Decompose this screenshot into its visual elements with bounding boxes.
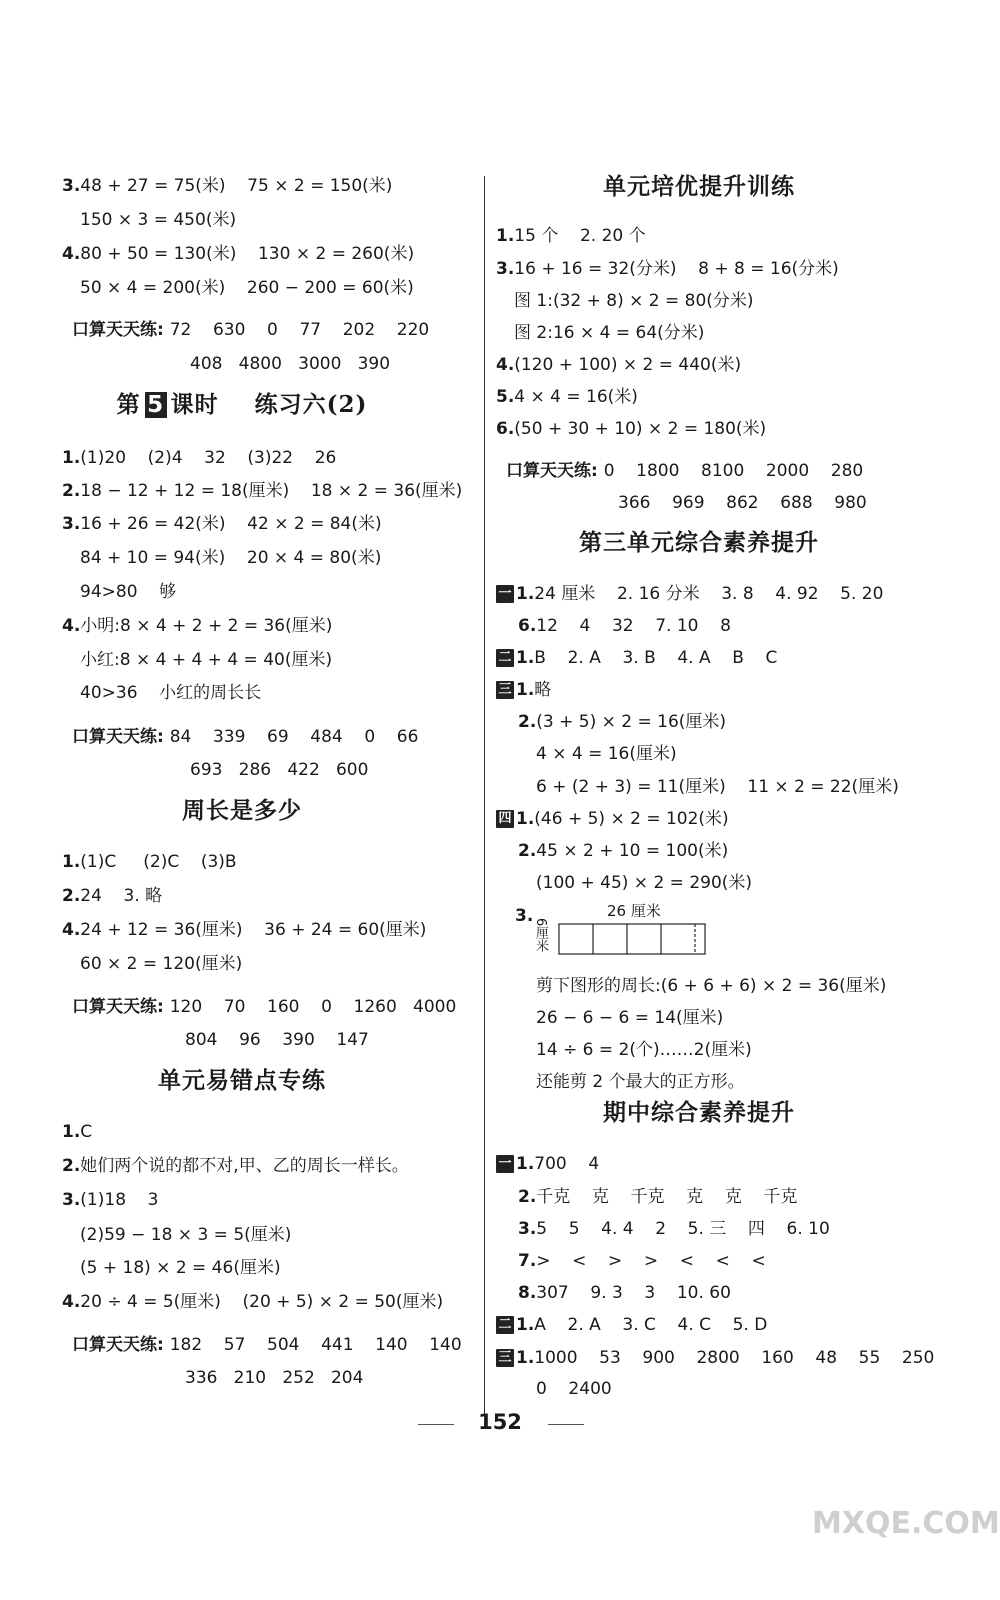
answer-text: (5 + 18) × 2 = 46(厘米) <box>80 1258 281 1278</box>
right-answer-line <box>518 839 728 863</box>
part-badge: 四 <box>496 810 514 828</box>
kousuan-row-2: 408 4800 3000 390 <box>190 354 391 374</box>
right-answer-line <box>518 614 731 638</box>
kousuan-row-2: 336 210 252 204 <box>185 1368 364 1388</box>
right-answer-line <box>536 775 899 799</box>
left-answer-line <box>62 884 162 908</box>
right-answer-line <box>496 417 766 441</box>
kousuan-row-2: 366 969 862 688 980 <box>618 493 867 513</box>
heading-text: 单元易错点专练 <box>158 1067 326 1094</box>
section-heading: 期中综合素养提升 <box>603 1099 795 1126</box>
answer-number: 1. <box>516 1348 535 1368</box>
answer-text: 84 + 10 = 94(米) 20 × 4 = 80(米) <box>80 548 382 568</box>
answer-number: 1. <box>516 809 535 829</box>
answer-number: 4. <box>62 1292 81 1312</box>
left-answer-line <box>62 1154 409 1178</box>
left-answer-line <box>62 512 382 536</box>
answer-text: > < > > < < < <box>536 1251 766 1271</box>
section-heading <box>0 386 484 419</box>
right-answer-line <box>496 257 839 281</box>
part-badge: 二 <box>496 1316 514 1334</box>
answer-number: 3. <box>62 514 81 534</box>
answer-text: 16 + 26 = 42(米) 42 × 2 = 84(米) <box>80 514 382 534</box>
kousuan-values: 120 70 160 0 1260 4000 <box>169 997 457 1017</box>
kousuan-values: 182 57 504 441 140 140 <box>169 1335 462 1355</box>
left-answer-line <box>80 208 236 232</box>
answer-text: 6 + (2 + 3) = 11(厘米) 11 × 2 = 22(厘米) <box>536 777 899 797</box>
answer-number: 3. <box>496 259 515 279</box>
answer-number: 1. <box>516 648 535 668</box>
answer-text: 图 1:(32 + 8) × 2 = 80(分米) <box>514 291 754 311</box>
part-badge: 一 <box>496 585 514 603</box>
answer-number: 2. <box>518 841 537 861</box>
answer-text: 0 2400 <box>536 1379 612 1399</box>
right-answer-line <box>536 1377 612 1401</box>
answer-text: 她们两个说的都不对,甲、乙的周长一样长。 <box>80 1156 409 1176</box>
left-answer-line <box>80 648 332 672</box>
answer-text: 略 <box>534 680 552 700</box>
answer-text: 16 + 16 = 32(分米) 8 + 8 = 16(分米) <box>514 259 839 279</box>
right-answer-line <box>496 807 729 831</box>
right-answer-line <box>514 321 704 345</box>
answer-text: (120 + 100) × 2 = 440(米) <box>514 355 742 375</box>
right-answer-line <box>518 1281 731 1305</box>
kousuan-row-2: 693 286 422 600 <box>190 760 369 780</box>
answer-text: (2)59 − 18 × 3 = 5(厘米) <box>80 1225 292 1245</box>
answer-text: 15 个 2. 20 个 <box>514 226 646 246</box>
column-divider <box>484 176 485 1416</box>
answer-text: 150 × 3 = 450(米) <box>80 210 237 230</box>
diagram-top-label: 26 厘米 <box>607 902 661 920</box>
watermark-logo: MXQE.COM <box>812 1506 1000 1541</box>
heading-rest: 课时 练习六(2) <box>170 391 368 418</box>
answer-text: 剪下图形的周长:(6 + 6 + 6) × 2 = 36(厘米) <box>536 976 887 996</box>
kousuan-row <box>72 318 429 342</box>
answer-number: 2. <box>62 481 81 501</box>
part-badge: 三 <box>496 1349 514 1367</box>
part-badge: 一 <box>496 1155 514 1173</box>
answer-number: 7. <box>518 1251 537 1271</box>
answer-text: (100 + 45) × 2 = 290(米) <box>536 873 753 893</box>
left-answer-line <box>62 479 462 503</box>
heading-text: 第 <box>116 391 141 418</box>
answer-number: 3. <box>62 1190 81 1210</box>
right-answer-line <box>514 289 754 313</box>
left-answer-line <box>80 580 176 604</box>
answer-number: 1. <box>516 1154 535 1174</box>
answer-text: 307 9. 3 3 10. 60 <box>536 1283 731 1303</box>
answer-text: 24 + 12 = 36(厘米) 36 + 24 = 60(厘米) <box>80 920 427 940</box>
answer-text: 18 − 12 + 12 = 18(厘米) 18 × 2 = 36(厘米) <box>80 481 463 501</box>
answer-text: 26 − 6 − 6 = 14(厘米) <box>536 1008 724 1028</box>
left-answer-line <box>62 850 237 874</box>
answer-text: (46 + 5) × 2 = 102(米) <box>534 809 729 829</box>
answer-number: 2. <box>62 1156 81 1176</box>
answer-number: 6. <box>518 616 537 636</box>
answer-number: 1. <box>62 1122 81 1142</box>
kousuan-values: 0 1800 8100 2000 280 <box>603 461 864 481</box>
left-answer-line <box>62 614 332 638</box>
left-answer-line <box>62 242 414 266</box>
lesson-number-badge: 5 <box>145 392 167 418</box>
answer-text: 12 4 32 7. 10 8 <box>536 616 731 636</box>
answer-text: 24 厘米 2. 16 分米 3. 8 4. 92 5. 20 <box>534 584 884 604</box>
left-answer-line <box>80 681 261 705</box>
right-answer-line <box>496 1152 599 1176</box>
answer-text: 48 + 27 = 75(米) 75 × 2 = 150(米) <box>80 176 393 196</box>
answer-text: 14 ÷ 6 = 2(个)……2(厘米) <box>536 1040 752 1060</box>
right-answer-line <box>536 1006 723 1030</box>
kousuan-row <box>72 1333 462 1357</box>
answer-number: 1. <box>516 680 535 700</box>
answer-number: 4. <box>62 616 81 636</box>
answer-text: 4 × 4 = 16(米) <box>514 387 638 407</box>
kousuan-row-2: 804 96 390 147 <box>185 1030 369 1050</box>
left-answer-line <box>80 276 414 300</box>
answer-text: 20 ÷ 4 = 5(厘米) (20 + 5) × 2 = 50(厘米) <box>80 1292 444 1312</box>
left-answer-line <box>62 174 392 198</box>
kousuan-label: 口算天天练: <box>72 997 170 1017</box>
answer-text: 50 × 4 = 200(米) 260 − 200 = 60(米) <box>80 278 414 298</box>
answer-number: 1. <box>496 226 515 246</box>
page-number: 152 <box>478 1410 522 1434</box>
kousuan-row <box>506 459 863 483</box>
rectangle-diagram <box>515 902 725 964</box>
right-answer-line <box>518 710 726 734</box>
right-answer-line <box>536 974 886 998</box>
right-answer-line <box>496 1313 767 1337</box>
answer-text: 40>36 小红的周长长 <box>80 683 262 703</box>
left-answer-line <box>62 1120 92 1144</box>
right-answer-line <box>536 1038 752 1062</box>
heading-text: 周长是多少 <box>182 797 302 824</box>
kousuan-row <box>72 725 418 749</box>
diagram-number: 3. <box>515 906 534 926</box>
section-heading <box>0 792 484 825</box>
kousuan-label: 口算天天练: <box>72 320 170 340</box>
right-answer-line <box>496 678 551 702</box>
left-answer-line <box>80 1223 291 1247</box>
right-answer-line <box>518 1249 766 1273</box>
answer-text: B 2. A 3. B 4. A B C <box>534 648 778 668</box>
answer-text: C <box>80 1122 93 1142</box>
right-answer-line <box>496 646 777 670</box>
part-badge: 二 <box>496 649 514 667</box>
section-heading: 第三单元综合素养提升 <box>579 529 819 556</box>
kousuan-values: 72 630 0 77 202 220 <box>169 320 430 340</box>
answer-number: 2. <box>518 712 537 732</box>
right-answer-line <box>518 1185 797 1209</box>
answer-number: 8. <box>518 1283 537 1303</box>
answer-number: 4. <box>62 920 81 940</box>
answer-text: (1)20 (2)4 32 (3)22 26 <box>80 448 337 468</box>
diagram-side-label: 6厘米 <box>533 918 548 953</box>
answer-number: 4. <box>496 355 515 375</box>
answer-text: A 2. A 3. C 4. C 5. D <box>534 1315 768 1335</box>
answer-text: 94>80 够 <box>80 582 177 602</box>
left-answer-line <box>80 952 242 976</box>
answer-number: 6. <box>496 419 515 439</box>
right-answer-line <box>536 871 752 895</box>
kousuan-label: 口算天天练: <box>506 461 604 481</box>
answer-number: 4. <box>62 244 81 264</box>
right-answer-line <box>536 742 677 766</box>
kousuan-label: 口算天天练: <box>72 1335 170 1355</box>
right-answer-line <box>496 224 646 248</box>
answer-number: 3. <box>518 1219 537 1239</box>
left-answer-line <box>80 1256 281 1280</box>
right-answer-line <box>518 1217 830 1241</box>
left-answer-line <box>62 446 336 470</box>
right-answer-line <box>496 353 741 377</box>
left-answer-line <box>62 1290 443 1314</box>
right-answer-line <box>536 1070 745 1094</box>
answer-text: 小红:8 × 4 + 4 + 4 = 40(厘米) <box>80 650 333 670</box>
answer-text: (1)C (2)C (3)B <box>80 852 237 872</box>
answer-text: (3 + 5) × 2 = 16(厘米) <box>536 712 727 732</box>
answer-text: 还能剪 2 个最大的正方形。 <box>536 1072 745 1092</box>
left-answer-line <box>80 546 381 570</box>
answer-number: 1. <box>516 1315 535 1335</box>
answer-text: (50 + 30 + 10) × 2 = 180(米) <box>514 419 767 439</box>
kousuan-values: 84 339 69 484 0 66 <box>169 727 419 747</box>
answer-number: 3. <box>62 176 81 196</box>
answer-text: 24 3. 略 <box>80 886 163 906</box>
answer-number: 1. <box>62 852 81 872</box>
answer-text: 700 4 <box>534 1154 600 1174</box>
answer-number: 1. <box>62 448 81 468</box>
diagram-rect-svg <box>525 904 715 964</box>
answer-text: 4 × 4 = 16(厘米) <box>536 744 677 764</box>
answer-text: 小明:8 × 4 + 2 + 2 = 36(厘米) <box>80 616 333 636</box>
answer-text: 80 + 50 = 130(米) 130 × 2 = 260(米) <box>80 244 415 264</box>
answer-text: 45 × 2 + 10 = 100(米) <box>536 841 729 861</box>
kousuan-row <box>72 995 456 1019</box>
section-heading <box>0 1062 484 1095</box>
page-number-dash-right <box>548 1424 584 1425</box>
right-answer-line <box>496 582 883 606</box>
section-heading: 单元培优提升训练 <box>603 173 795 200</box>
answer-number: 5. <box>496 387 515 407</box>
answer-text: 60 × 2 = 120(厘米) <box>80 954 243 974</box>
part-badge: 三 <box>496 681 514 699</box>
answer-text: 图 2:16 × 4 = 64(分米) <box>514 323 705 343</box>
answer-text: 1000 53 900 2800 160 48 55 250 <box>534 1348 935 1368</box>
answer-number: 2. <box>62 886 81 906</box>
answer-text: 千克 克 千克 克 克 千克 <box>536 1187 798 1207</box>
answer-text: 5 5 4. 4 2 5. 三 四 6. 10 <box>536 1219 830 1239</box>
right-answer-line <box>496 1346 934 1370</box>
answer-number: 1. <box>516 584 535 604</box>
right-answer-line <box>496 385 638 409</box>
answer-number: 2. <box>518 1187 537 1207</box>
kousuan-label: 口算天天练: <box>72 727 170 747</box>
left-answer-line <box>62 918 426 942</box>
answer-text: (1)18 3 <box>80 1190 159 1210</box>
left-answer-line <box>62 1188 158 1212</box>
